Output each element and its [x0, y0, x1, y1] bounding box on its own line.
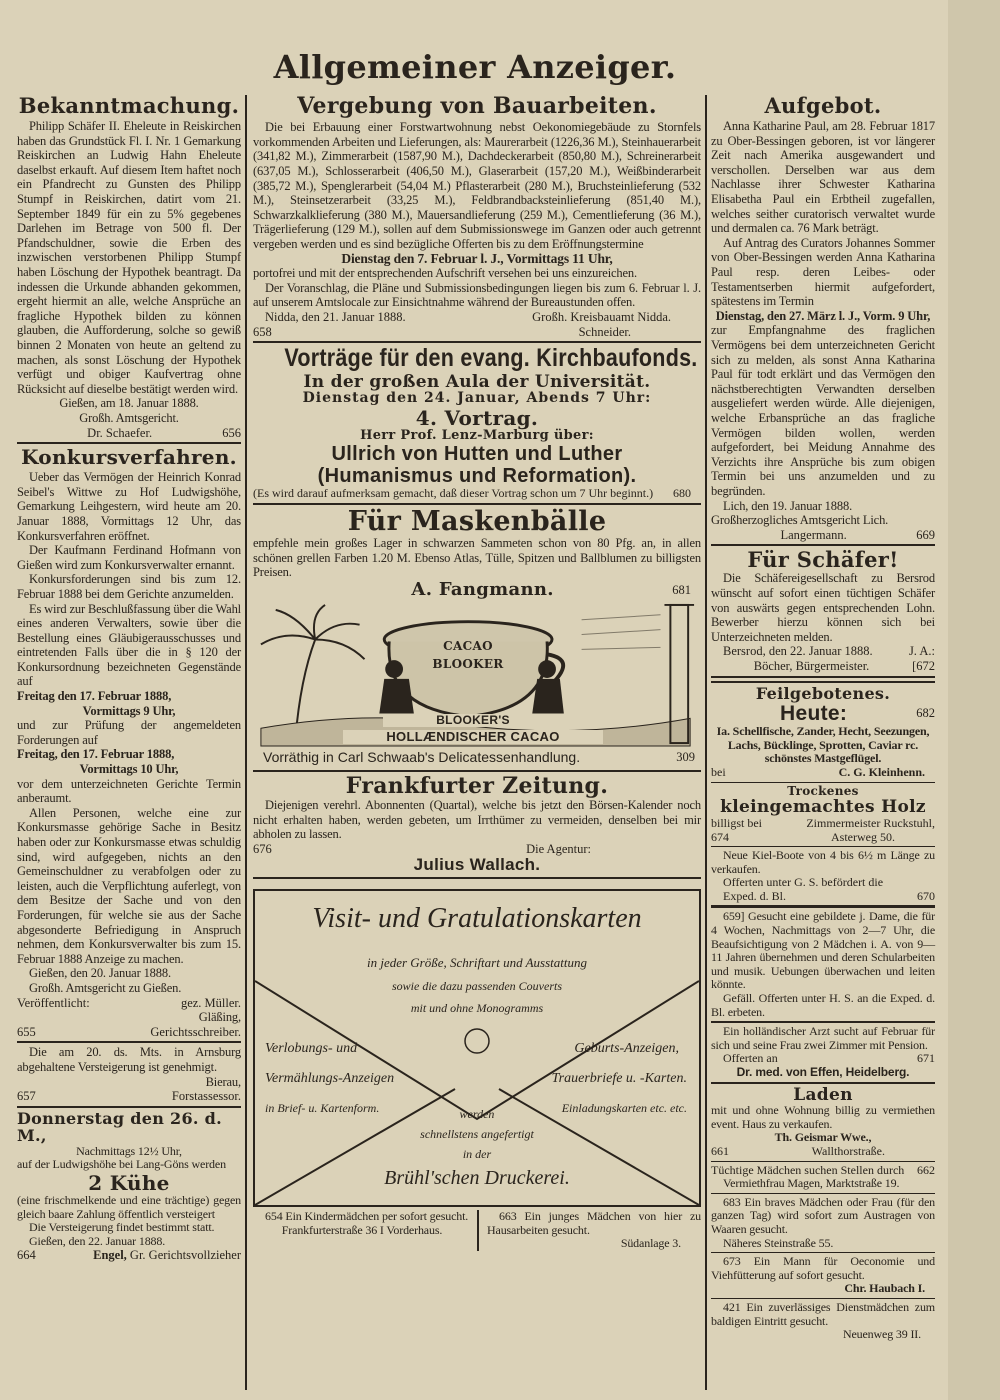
right-column: [711, 94, 935, 1342]
heading: Heute:: [780, 702, 848, 726]
divider: [711, 1193, 935, 1194]
address: Wallthorstraße.: [811, 1144, 885, 1159]
heading: Vorträge für den evang. Kirchbaufonds.: [284, 344, 698, 373]
line: in Brief- u. Kartenform.: [265, 1101, 380, 1116]
body: Der Voranschlag, die Pläne und Submissionsbedingungen liegen bis zum 6. Februar l. J. auf unserem Amtslocale zur Einsichtnahme während der Bureaustunden offen.: [253, 280, 701, 310]
ia: J. A.:: [908, 644, 935, 659]
body: Tüchtige Mädchen suchen Stellen durch: [711, 1162, 905, 1177]
ad-number: 664: [17, 1248, 36, 1263]
date: Dienstag, den 27. März l. J.,: [715, 308, 861, 323]
title: Visit- und Gratulationskarten: [312, 903, 642, 935]
monogram-icon: [465, 1029, 489, 1053]
body: Die bei Erbauung einer Forstwartwohnung nebst Oekonomiegebäude zu Stornfels vorkommenden Arbeiten und Lieferungen, als: Maurerarbeit (1226,36 M.), Steinhauerarbeit (341,82 M.), Zimmerarbeit (1587,90 M.), Dachdeckerarbeit (850,80 M.), Schreinerarbeit (637,05 M.), Schlosserarbeit (406,50 M.), Glaserarbeit (157,20 M.), Weißbinderarbeit (385,72 M.), Spenglerarbeit (54,04 M.) Pflasterarbeit (280 M.), Bruchsteinlieferung (532 M.), Steinsetzerarbeit (33,25 M.), Feldbrandbacksteinlieferung (851,40 M.), Schwarzkalklieferung (380 M.), Mauersandlieferung (259 M.), Cementlieferung (36 M.), Trägerlieferung (129 M.), sollen auf dem Submissionswege im Ganzen oder auch getrennt vergeben werden und es sind bezügliche Offerten bis zu dem Eröffnungstermine: [253, 120, 701, 251]
body: 673 Ein Mann für Oeconomie und Viehfütterung auf sofort gesucht.: [711, 1254, 935, 1282]
agency: Die Agentur:: [526, 841, 591, 856]
address: Südanlage 3.: [620, 1236, 681, 1251]
divider: [17, 1041, 241, 1043]
column-rule: [245, 95, 247, 1390]
pot-label: CACAO: [443, 638, 493, 653]
ad-number: 669: [916, 527, 935, 542]
divider: [711, 681, 935, 683]
ad-number: 655: [17, 1024, 36, 1039]
signer: Chr. Haubach I.: [844, 1281, 925, 1296]
authority: Großh. Amtsgericht.: [79, 410, 179, 425]
konkursverfahren: [17, 446, 241, 1039]
ad-663: [487, 1210, 701, 1251]
divider: [253, 770, 701, 772]
divider: [711, 1161, 935, 1162]
title: 2 Kühe: [88, 1171, 170, 1196]
body: mit und ohne Wohnung billig zu vermiethen event. Haus zu verkaufen.: [711, 1103, 935, 1131]
line: mit und ohne Monogramms: [410, 1001, 544, 1016]
ad-number: 681: [672, 582, 691, 597]
divider: [711, 905, 935, 908]
body: Ia. Schellfische, Zander, Hecht, Seezungen, Lachs, Bücklinge, Sprotten, Caviar rc.: [716, 724, 930, 752]
aufgebot: [711, 94, 935, 542]
ad-number: [672: [912, 658, 935, 673]
signer-title: Gr. Gerichtsvollzieher: [129, 1248, 241, 1263]
divider: [17, 1106, 241, 1108]
published-label: Veröffentlicht:: [17, 995, 90, 1010]
signer: A. Fangmann.: [411, 579, 554, 601]
signer: Th. Geismar Wwe.,: [774, 1130, 872, 1145]
caption: Vorräthig in Carl Schwaab's Delicatessenhandlung.: [263, 748, 581, 765]
body: empfehle mein großes Lager in schwarzen Sammeten schon von 80 Pfg. an, in allen schönen grellen Farben 1.20 M. Ebenso Atlas, Tülle, Spitzen und Ballblumen zu billigsten Preisen.: [253, 536, 701, 580]
ad-683: [711, 1196, 935, 1250]
speaker: Herr Prof. Lenz-Marburg über:: [360, 427, 594, 443]
frankfurter-zeitung-ad: [253, 774, 701, 875]
body: Ein holländischer Arzt sucht auf Februar für sich und seine Frau zwei Zimmer mit Pension.: [711, 1024, 935, 1052]
paragraph: Der Kaufmann Ferdinand Hofmann von Gießen wird zum Konkursverwalter ernannt.: [17, 543, 241, 572]
ad-number: 656: [222, 425, 241, 440]
body: 654 Ein Kindermädchen per sofort gesucht.: [265, 1209, 469, 1224]
heading: Vergebung von Bauarbeiten.: [297, 93, 657, 119]
date: Freitag, den 17. Februar 1888,: [17, 747, 175, 762]
signer: Engel,: [93, 1248, 127, 1263]
paragraph: vor dem unterzeichneten Gerichte Termin anberaumt.: [17, 776, 241, 806]
divider: [711, 544, 935, 546]
place-date: Gießen, am 18. Januar 1888.: [59, 396, 199, 411]
signer: Dr. med. von Effen, Heidelberg.: [736, 1065, 910, 1079]
ad-421: [711, 1301, 935, 1342]
date: Dienstag den 24. Januar, Abends 7 Uhr:: [302, 390, 652, 407]
line: schnellstens angefertigt: [420, 1127, 534, 1142]
body: billigst bei: [711, 815, 762, 830]
ad-673: [711, 1255, 935, 1296]
brand: HOLLÆNDISCHER CACAO: [343, 730, 603, 744]
heading: Konkursverfahren.: [21, 445, 237, 470]
karten-ad: [253, 889, 701, 1207]
paragraph: Es wird zur Beschlußfassung über die Wahl eines anderen Verwalters, sowie über die Bestellung eines Gläubigerausschusses und eintretenden Falls über die in § 120 der Konkursordnung bezeichneten Gegenstände auf: [17, 601, 242, 689]
ad-number: 658: [253, 324, 272, 339]
body: schönstes Mastgeflügel.: [764, 751, 882, 766]
body: Philipp Schäfer II. Eheleute in Reiskirchen haben das Grundstück Fl. I. Nr. 1 Gemarkung Reiskirchen an Ludwig Hahn Eheleute daselbst erkauft. Auf diesem Item haftet noch ein Pfandrecht zu Gunsten des Philipp Stumpf in Reiskirchen, datirt vom 21. September 1849 für ein zu 5% gegebenes Darlehen im Betrage von 500 fl. Der Pfandschuldner, sowie die Erben des inzwischen verstorbenen Philipp Stumpf haben Löschung der Hypothek beantragt. Da indessen die Urkunde abhanden gekommen, ergeht hiermit an alle, welche Ansprüche an fragliche Hypothek bilden zu können glauben, die Aufforderung, solche so gewiß binnen 2 Monaten von heute an geltend zu machen, als sonst Löschung der Hypothek verfügt und obiger Kaufvertrag ohne Rücksicht auf dieselbe bestätigt werden wird.: [17, 119, 241, 396]
ad-number: 662: [917, 1162, 935, 1177]
arzt-ad: [711, 1025, 935, 1079]
heading: Bekanntmachung.: [18, 93, 240, 118]
line: in der: [462, 1147, 492, 1162]
paragraph: Auf Antrag des Curators Johannes Sommer von Ober-Bessingen werden Anna Katharina Paul resp. deren Leibes- oder Testamentserben hiermit aufgefordert, spätestens im Termin: [711, 235, 935, 309]
cacao-ad: [253, 600, 701, 768]
holz-ad: [711, 785, 935, 844]
heading: kleingemachtes Holz: [720, 797, 926, 818]
authority: Großh. Kreisbauamt Nidda.: [532, 309, 671, 324]
section-heading: Feilgebotenes.: [755, 683, 891, 703]
signer: Dr. Schaefer.: [87, 425, 153, 440]
divider: [253, 877, 701, 879]
divider: [711, 1021, 935, 1023]
arnsburg-notice: [17, 1045, 241, 1103]
paragraph: Anna Katharine Paul, am 28. Februar 1817 zu Ober-Bessingen geboren, ist vor längerer Zeit nach Amerika ausgewandert und verschollen. Derselben war aus dem Nachlasse ihrer Schwester Katharina Elisabetha Paul ein Erbtheil zugefallen, welches seither curatorisch verwaltet wurde und dermalen ca. 76 Mark beträgt.: [711, 119, 935, 236]
bekanntmachung: [17, 94, 241, 440]
signer: Bierau,: [205, 1074, 241, 1089]
body: Neue Kiel-Boote von 4 bis 6½ m Länge zu verkaufen.: [711, 848, 935, 876]
address: Frankfurterstraße 36 I Vorderhaus.: [281, 1222, 443, 1237]
divider: [711, 1298, 935, 1299]
vortraege-ad: [253, 345, 701, 500]
place-date: Gießen, den 22. Januar 1888.: [29, 1233, 166, 1248]
clerk: Gläßing,: [198, 1010, 241, 1025]
note: (Es wird darauf aufmerksam gemacht, daß dieser Vortrag schon um 7 Uhr beginnt.): [253, 485, 654, 500]
ad-number: 680: [673, 485, 691, 500]
body: 683 Ein braves Mädchen oder Frau (für den ganzen Tag) wird sofort zum Austragen von Waaren gesucht.: [711, 1194, 935, 1237]
page-edge: [948, 0, 1000, 1400]
heading: Für Schäfer!: [747, 547, 899, 573]
body: 663 Ein junges Mädchen von hier zu Hausarbeiten gesucht.: [487, 1209, 701, 1237]
heading: Laden: [793, 1084, 853, 1105]
printer: Brühl'schen Druckerei.: [384, 1167, 570, 1190]
clerk-title: Gerichtsschreiber.: [150, 1024, 241, 1039]
ad-number: 657: [17, 1089, 36, 1104]
address: Näheres Steinstraße 55.: [723, 1235, 834, 1250]
address: Asterweg 50.: [831, 829, 895, 844]
line: Einladungskarten etc. etc.: [561, 1101, 687, 1116]
line: Vermählungs-Anzeigen: [265, 1071, 395, 1087]
divider: [17, 442, 241, 444]
paragraph: Ueber das Vermögen der Heinrich Konrad Seibel's Wittwe zu Hof Ludwigshöhe, Gemarkung Leihgestern, wird heute am 20. Januar 1888, Vormittags 12 Uhr, das Konkursverfahren eröffnet.: [17, 470, 241, 543]
headline: Donnerstag den 26. d. M.,: [17, 1108, 222, 1146]
ad-number: 671: [917, 1051, 935, 1066]
signer: Langermann.: [780, 527, 847, 542]
heading: Frankfurter Zeitung.: [345, 772, 609, 799]
body: Die Schäfereigesellschaft zu Bersrod wünscht auf sofort einen tüchtigen Schäfer von auswärts gegen entsprechenden Lohn. Bewerber hierzu können sich bei Unterzeichneten melden.: [711, 571, 935, 644]
topic: Ullrich von Hutten und Luther (Humanismus und Reformation).: [317, 442, 637, 487]
maskenbaelle-ad: [253, 507, 701, 600]
signer: Zimmermeister Ruckstuhl,: [806, 815, 935, 830]
divider: [711, 846, 935, 847]
signed: gez. Müller.: [180, 995, 241, 1010]
ad-number: 676: [253, 841, 272, 856]
ad-number: 661: [711, 1144, 729, 1159]
left-column: [17, 94, 241, 1263]
column-rule: [705, 95, 707, 1390]
line: Verlobungs- und: [265, 1041, 358, 1057]
paragraph: und zur Prüfung der angemeldeten Forderungen auf: [17, 718, 241, 747]
dame-ad: [711, 910, 935, 1019]
location: auf der Ludwigshöhe bei Lang-Göns werden: [17, 1157, 226, 1172]
date-time: [711, 309, 935, 324]
ad-number: 309: [676, 749, 695, 764]
signer: Schneider.: [578, 324, 631, 339]
body: (eine frischmelkende und eine trächtige) gegen gleich baare Zahlung öffentlich versteigert: [17, 1193, 241, 1221]
divider: [711, 1082, 935, 1084]
boote-ad: [711, 849, 935, 903]
pre-title: Trockenes: [787, 783, 859, 798]
divider: [711, 1252, 935, 1253]
divider: [711, 782, 935, 783]
address: Vermiethfrau Magen, Marktstraße 19.: [723, 1176, 900, 1191]
line: sowie die dazu passenden Couverts: [392, 979, 562, 994]
paragraph: zur Empfangnahme des fraglichen Vermögens bei dem unterzeichneten Gericht sich zu melden, als sonst Anna Katharina Paul für todt erklärt und das Vermögen den nächstberechtigten Verwandten derselben ausgeliefert werden würde. Alle diejenigen, welche Erbansprüche an das fragliche Vermögen bilden wollen, werden aufgefordert, bei Meidung Annahme des Verzichts ihre Ansprüche bis zum obigen Termin bei uns anzumelden und zu begründen.: [711, 323, 935, 498]
authority: Großherzogliches Amtsgericht Lich.: [711, 513, 889, 528]
time: Vormittags 10 Uhr,: [79, 762, 179, 777]
line: werden: [459, 1107, 495, 1122]
time: Vormittags 9 Uhr,: [82, 703, 176, 718]
body: Die am 20. ds. Mts. in Arnsburg abgehaltene Versteigerung ist genehmigt.: [17, 1045, 241, 1074]
heading: Aufgebot.: [764, 93, 882, 118]
venue: In der großen Aula der Universität.: [303, 371, 651, 392]
divider: [711, 676, 935, 678]
ad-654: [253, 1210, 479, 1251]
masthead: Allgemeiner Anzeiger.: [273, 48, 677, 86]
heading: Für Maskenbälle: [347, 505, 607, 537]
place-date: Nidda, den 21. Januar 1888.: [265, 309, 406, 324]
deadline: Dienstag den 7. Februar l. J., Vormittags 11 Uhr,: [341, 250, 613, 266]
body: portofrei und mit der entsprechenden Aufschrift versehen bei uns einzureichen.: [253, 266, 637, 281]
note: Die Versteigerung findet bestimmt statt.: [29, 1220, 215, 1235]
signer: Böcher, Bürgermeister.: [753, 658, 870, 673]
ad-number: 670: [917, 888, 935, 903]
ad-number: 682: [916, 706, 935, 721]
authority: Großh. Amtsgericht zu Gießen.: [29, 980, 182, 995]
line: in jeder Größe, Schriftart und Ausstattung: [366, 955, 588, 971]
place-date: Gießen, den 20. Januar 1888.: [29, 966, 171, 981]
brand: BLOOKER'S: [383, 714, 563, 727]
date: Freitag den 17. Februar 1888,: [17, 689, 172, 704]
paragraph: Konkursforderungen sind bis zum 12. Februar 1888 bei dem Gerichte anzumelden.: [17, 572, 241, 601]
time: Nachmittags 12½ Uhr,: [76, 1143, 182, 1158]
signer-title: Forstassessor.: [171, 1089, 241, 1104]
maedchen-ad: [711, 1164, 935, 1191]
offer: Offerten an: [723, 1051, 778, 1066]
fuer-schaefer-ad: [711, 548, 935, 673]
body: 659] Gesucht eine gebildete j. Dame, die für 4 Wochen, Nachmittags von 2—7 Uhr, die Beaufsichtigung von 2 Mädchen i. A. von 9—11 Jahren übernehmen und deren Schularbeiten und musik. Uebungen überwachen und leiten könnte.: [711, 909, 935, 992]
lecture: 4. Vortrag.: [415, 405, 539, 430]
laden-ad: [711, 1086, 935, 1159]
body: Diejenigen verehrl. Abonnenten (Quartal), welche bis jetzt den Börsen-Kalender noch nicht erhalten haben, werden gebeten, um Irrthümer zu vermeiden, denselben bei mir abholen zu lassen.: [253, 798, 701, 842]
address: Neuenweg 39 II.: [842, 1327, 921, 1342]
divider: [253, 341, 701, 343]
kuehe-auction: [17, 1110, 241, 1263]
pot-label: BLOOKER: [432, 656, 504, 671]
vergebung-bauarbeiten: [253, 94, 701, 339]
middle-column: [253, 94, 701, 1251]
body: Gefäll. Offerten unter H. S. an die Exped. d. Bl. erbeten.: [711, 991, 935, 1019]
paragraph: Allen Personen, welche eine zur Konkursmasse gehörige Sache in Besitz haben oder zur Konkursmasse etwas schuldig sind, wird aufgegeben, nichts an den Gemeinschuldner zu verabfolgen oder zu leisten, auch die Verpflichtung auferlegt, von dem Besitze der Sache und von den Forderungen, für welche sie aus der Sache abgesonderte Befriedigung in Anspruch nehmen, dem Konkursverwalter bis zum 15. Februar 1888 Anzeige zu machen.: [17, 805, 241, 966]
place-date: Bersrod, den 22. Januar 1888.: [723, 644, 873, 659]
time: Vorm. 9 Uhr,: [862, 308, 931, 323]
line: Geburts-Anzeigen,: [574, 1041, 679, 1057]
ad-number: 674: [711, 829, 729, 844]
body: Offerten unter G. S. befördert die Exped. d. Bl.: [723, 875, 884, 903]
divider: [253, 503, 701, 505]
body: 421 Ein zuverlässiges Dienstmädchen zum baldigen Eintritt gesucht.: [711, 1300, 935, 1328]
bei: bei: [711, 765, 726, 780]
signer: Julius Wallach.: [413, 855, 541, 875]
place-date: Lich, den 19. Januar 1888.: [723, 498, 853, 513]
line: Trauerbriefe u. -Karten.: [551, 1071, 687, 1087]
signer: C. G. Kleinhenn.: [838, 765, 925, 780]
feilgebotenes: [711, 685, 935, 780]
